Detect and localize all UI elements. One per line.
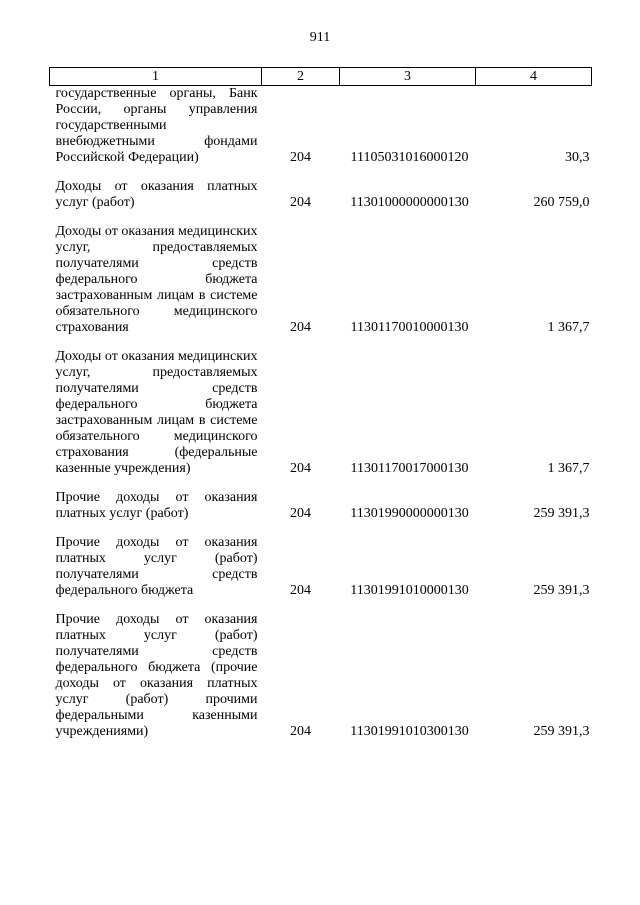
row-kbk-code: 11301170017000130 xyxy=(350,461,469,476)
row-kbk-code: 11301000000000130 xyxy=(350,195,469,210)
row-amount: 1 367,7 xyxy=(547,461,590,476)
row-admin-code: 204 xyxy=(290,583,311,598)
row-description: Прочие доходы от оказания платных услуг (работ) получателями средств федерального бюджета (прочие доходы от оказания платных услуг (работ) прочими федеральными казенными учреждениями) xyxy=(55,612,258,739)
row-admin-code: 204 xyxy=(290,461,311,476)
table-row xyxy=(50,224,592,336)
row-description: Доходы от оказания медицинских услуг, предоставляемых получателями средств федерального бюджета застрахованным лицам в системе обязательного медицинского страхования xyxy=(55,224,258,335)
row-kbk-code: 11301991010300130 xyxy=(350,724,469,739)
row-admin-code: 204 xyxy=(290,724,311,739)
row-kbk-code: 11105031016000120 xyxy=(350,150,469,165)
row-amount: 1 367,7 xyxy=(547,320,590,335)
row-admin-code: 204 xyxy=(290,506,311,521)
row-kbk-code: 11301170010000130 xyxy=(350,320,469,335)
row-admin-code: 204 xyxy=(290,320,311,335)
table-row xyxy=(50,535,592,599)
header-col-4: 4 xyxy=(476,68,592,86)
row-description: государственные органы, Банк России, органы управления государственными внебюджетными фондами Российской Федерации) xyxy=(55,86,258,165)
row-amount: 259 391,3 xyxy=(533,724,590,739)
table-row xyxy=(50,349,592,477)
table-row xyxy=(50,612,592,740)
row-amount: 259 391,3 xyxy=(533,506,590,521)
header-col-2: 2 xyxy=(262,68,340,86)
table-header xyxy=(50,68,592,86)
row-description: Доходы от оказания медицинских услуг, предоставляемых получателями средств федерального бюджета застрахованным лицам в системе обязательного медицинского страхования (федеральные казенные учреждения) xyxy=(55,349,258,476)
row-description: Доходы от оказания платных услуг (работ) xyxy=(55,179,258,210)
table-row xyxy=(50,179,592,211)
row-kbk-code: 11301991010000130 xyxy=(350,583,469,598)
row-description: Прочие доходы от оказания платных услуг (работ) xyxy=(55,490,258,521)
row-admin-code: 204 xyxy=(290,195,311,210)
row-kbk-code: 11301990000000130 xyxy=(350,506,469,521)
page-number: 911 xyxy=(309,30,331,45)
row-description: Прочие доходы от оказания платных услуг (работ) получателями средств федерального бюджета xyxy=(55,535,258,598)
row-admin-code: 204 xyxy=(290,150,311,165)
table-row xyxy=(50,86,592,167)
header-col-1: 1 xyxy=(50,68,262,86)
row-amount: 260 759,0 xyxy=(533,195,590,210)
table-row xyxy=(50,490,592,522)
row-amount: 259 391,3 xyxy=(533,583,590,598)
row-amount: 30,3 xyxy=(565,150,590,165)
header-col-3: 3 xyxy=(340,68,476,86)
budget-table xyxy=(49,67,592,740)
